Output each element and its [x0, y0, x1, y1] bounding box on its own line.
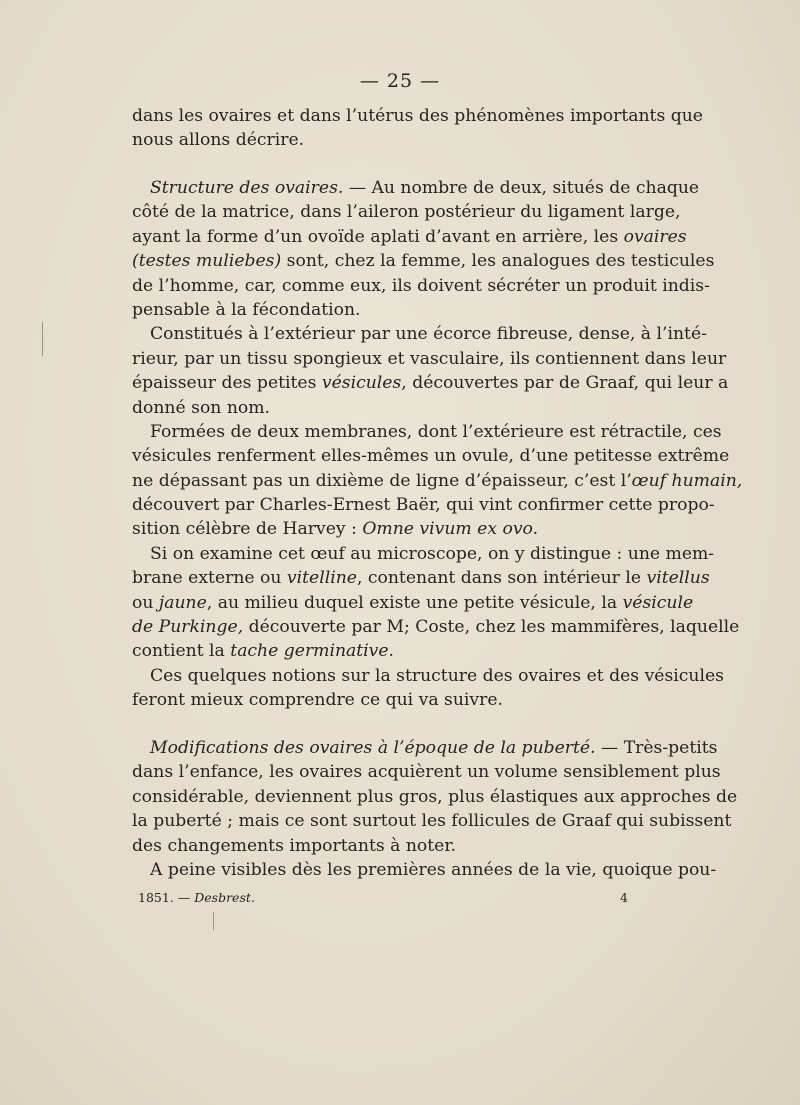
text-line: pensable à la fécondation.: [132, 299, 361, 320]
text-line: ne dépassant pas un dixième de ligne d’épaisseur, c’est l’œuf humain,: [132, 470, 743, 491]
text-line: côté de la matrice, dans l’aileron postérieur du ligament large,: [132, 202, 681, 223]
text-line: de l’homme, car, comme eux, ils doivent sécréter un produit indis-: [132, 275, 710, 296]
text-line: vésicules renferment elles-mêmes un ovule, d’une petitesse extrême: [132, 446, 730, 467]
text-line: épaisseur des petites vésicules, découvertes par de Graaf, qui leur a: [132, 373, 729, 394]
structure-section: [132, 176, 743, 713]
text-line: A peine visibles dès les premières années de la vie, quoique pou-: [150, 859, 717, 880]
text-line: Si on examine cet œuf au microscope, on y distingue : une mem-: [150, 543, 715, 564]
text-line: ou jaune, au milieu duquel existe une petite vésicule, la vésicule: [132, 592, 694, 613]
margin-mark: [42, 322, 43, 356]
signature-number: 4: [620, 890, 628, 905]
text-line: Formées de deux membranes, dont l’extérieure est rétractile, ces: [150, 421, 722, 442]
text-line: rieur, par un tissu spongieux et vasculaire, ils contiennent dans leur: [132, 348, 727, 369]
margin-mark: [213, 912, 214, 930]
page-number: — 25 —: [359, 70, 441, 92]
text-line: des changements importants à noter.: [132, 835, 457, 856]
text-line: ayant la forme d’un ovoïde aplati d’avant en arrière, les ovaires: [132, 226, 687, 247]
text-line: feront mieux comprendre ce qui va suivre.: [132, 690, 503, 711]
text-line: (testes muliebes) sont, chez la femme, les analogues des testicules: [132, 251, 715, 272]
text-line: de Purkinge, découverte par M; Coste, chez les mammifères, laquelle: [132, 617, 740, 638]
text-line: découvert par Charles-Ernest Baër, qui vint confirmer cette propo-: [132, 495, 715, 516]
signature-mark: 1851. — Desbrest.: [138, 890, 255, 905]
section-heading: Structure des ovaires.: [150, 178, 344, 198]
text-line: dans les ovaires et dans l’utérus des phénomènes importants que: [132, 106, 703, 126]
text-line: sition célèbre de Harvey : Omne vivum ex ovo.: [132, 519, 539, 540]
text-line: donné son nom.: [132, 397, 271, 418]
text-line: dans l’enfance, les ovaires acquièrent un volume sensiblement plus: [132, 762, 721, 783]
section-heading: Modifications des ovaires à l’époque de la puberté.: [150, 738, 596, 758]
intro-paragraph: [132, 104, 703, 153]
page-footer: [138, 890, 628, 905]
text-line: brane externe ou vitelline, contenant dans son intérieur le vitellus: [132, 568, 710, 589]
text-line: nous allons décrire.: [132, 130, 305, 151]
text-line: la puberté ; mais ce sont surtout les follicules de Graaf qui subissent: [132, 811, 732, 832]
text-line: Ces quelques notions sur la structure des ovaires et des vésicules: [150, 665, 724, 686]
modifications-section: [132, 736, 738, 882]
text-line: considérable, deviennent plus gros, plus élastiques aux approches de: [132, 786, 738, 807]
text-line: Structure des ovaires. — Au nombre de deux, situés de chaque: [150, 178, 700, 198]
text-line: contient la tache germinative.: [132, 641, 395, 662]
text-line: Constitués à l’extérieur par une écorce fibreuse, dense, à l’inté-: [150, 324, 707, 345]
text-line: Modifications des ovaires à l’époque de la puberté. — Très-petits: [150, 738, 718, 758]
